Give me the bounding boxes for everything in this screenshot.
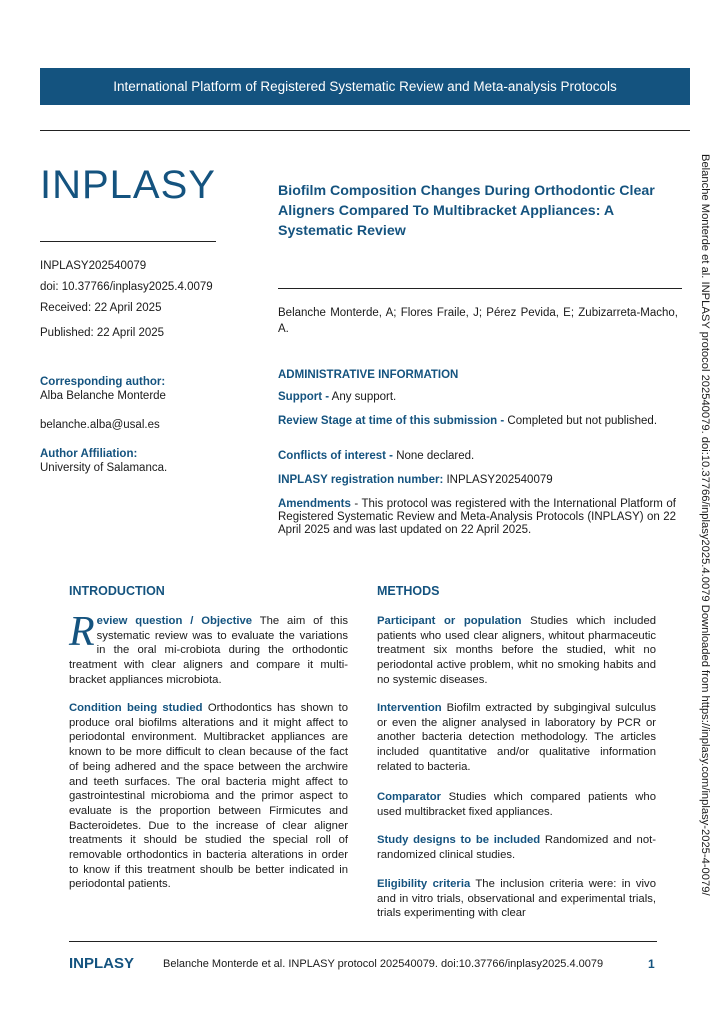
intervention-text: Biofilm extracted by subgingival sulculus or even the aligner analysed in laboratory by PCR or another bacteria detection methodology. The articles included quantitative and/or qualitative information related to bacteria. bbox=[377, 702, 656, 773]
drop-cap: R bbox=[69, 609, 95, 655]
condition-paragraph bbox=[69, 701, 348, 892]
inplasy-logo: INPLASY bbox=[40, 163, 216, 207]
eligibility-label: Eligibility criteria bbox=[377, 878, 471, 890]
study-design-text: Randomized and not-randomized clinical studies. bbox=[377, 834, 657, 861]
intervention-label: Intervention bbox=[377, 702, 442, 714]
comparator-paragraph bbox=[377, 790, 656, 819]
amend-text: - This protocol was registered with the International Platform of Registered Systematic Review and Meta-Analysis Protocols (INPLASY) on 22 April 2025 and was last updated on 22 April 2025. bbox=[278, 498, 676, 536]
stage-text: Completed but not published. bbox=[504, 415, 658, 427]
affiliation: University of Salamanca. bbox=[40, 462, 168, 474]
admin-support bbox=[278, 391, 676, 404]
affiliation-label: Author Affiliation: bbox=[40, 448, 138, 460]
published-date: Published: 22 April 2025 bbox=[40, 327, 165, 339]
condition-text: Orthodontics has shown to produce oral biofilms alterations and it might affect to periodontal environment. Multibracket appliances are known to be more difficult to clean because of the fact of being adhered and the space between the archwire and teeth surfaces. The oral bacteria might affect to gastrointestinal microbioma and the primor aspect to evaluate is the proportion between Firmicutes and Bacteroidetes. Due to the increase of clear aligner treatments it should be studied the special roll of removable orthodontics in bacteria alterations in order to know if this treatment shoulb be better indicated in periodontal patients. bbox=[69, 702, 348, 891]
comparator-text: Studies which compared patients who used multibracket fixed appliances. bbox=[377, 791, 656, 818]
review-question-text: The aim of this systematic review was to evaluate the variations in the oral mi-crobiota during the orthodontic treatment with clear aligners and compare it multi-bracket appliances microbiota. bbox=[69, 615, 348, 686]
review-question-paragraph bbox=[69, 609, 348, 688]
title-rule bbox=[278, 288, 682, 289]
study-design-label: Study designs to be included bbox=[377, 834, 541, 846]
side-download-note: Belanche Monterde et al. INPLASY protocol 202540079. doi:10.37766/inplasy2025.4.0079 Downloaded from https://inplasy.com/inplasy-2025-4-0079/ bbox=[699, 154, 711, 896]
authors: Belanche Monterde, A; Flores Fraile, J; Pérez Pevida, E; Zubizarreta-Macho, A. bbox=[278, 307, 678, 335]
top-rule bbox=[40, 130, 690, 131]
methods-heading: METHODS bbox=[377, 584, 440, 598]
study-design-paragraph bbox=[377, 833, 656, 862]
header-banner bbox=[40, 68, 690, 105]
participant-label: Participant or population bbox=[377, 615, 522, 627]
support-text: Any support. bbox=[329, 391, 397, 403]
amend-label: Amendments bbox=[278, 498, 351, 510]
condition-label: Condition being studied bbox=[69, 702, 203, 714]
footer-rule bbox=[69, 941, 657, 942]
conflicts-label: Conflicts of interest - bbox=[278, 450, 394, 462]
corresponding-label: Corresponding author: bbox=[40, 376, 166, 388]
participant-paragraph bbox=[377, 614, 656, 688]
paper-title: Biofilm Composition Changes During Orthodontic Clear Aligners Compared To Multibracket Appliances: A Systematic Review bbox=[278, 183, 655, 239]
eligibility-text: The inclusion criteria were: in vivo and in vitro trials, observational and experimental trials, trials experimenting with clear bbox=[377, 878, 656, 920]
support-label: Support - bbox=[278, 391, 330, 403]
admin-conflicts bbox=[278, 450, 676, 463]
corresponding-name: Alba Belanche Monterde bbox=[40, 390, 166, 402]
doi: doi: 10.37766/inplasy2025.4.0079 bbox=[40, 281, 213, 293]
conflicts-text: None declared. bbox=[393, 450, 475, 462]
review-question-label: eview question / Objective bbox=[96, 615, 253, 627]
admin-registration bbox=[278, 474, 676, 487]
admin-heading: ADMINISTRATIVE INFORMATION bbox=[278, 369, 459, 381]
banner-text: International Platform of Registered Systematic Review and Meta-analysis Protocols bbox=[113, 79, 617, 94]
received-date: Received: 22 April 2025 bbox=[40, 302, 162, 314]
participant-text: Studies which included patients who used clear aligners, whitout pharmaceutic treatment six months before the studied, whit no periodontal active problem, whit no smoking habits and no systemic diseases. bbox=[377, 615, 657, 686]
email: belanche.alba@usal.es bbox=[40, 419, 160, 431]
logo-rule bbox=[40, 241, 216, 242]
eligibility-paragraph bbox=[377, 877, 656, 921]
footer-logo: INPLASY bbox=[69, 955, 135, 972]
reg-label: INPLASY registration number: bbox=[278, 474, 444, 486]
admin-amendments bbox=[278, 498, 676, 537]
page-number: 1 bbox=[648, 957, 655, 971]
intervention-paragraph bbox=[377, 701, 656, 775]
footer-citation: Belanche Monterde et al. INPLASY protocol 202540079. doi:10.37766/inplasy2025.4.0079 bbox=[163, 958, 604, 970]
stage-label: Review Stage at time of this submission - bbox=[278, 415, 505, 427]
comparator-label: Comparator bbox=[377, 791, 442, 803]
protocol-id: INPLASY202540079 bbox=[40, 260, 147, 272]
reg-text: INPLASY202540079 bbox=[443, 474, 553, 486]
admin-stage bbox=[278, 415, 676, 428]
introduction-heading: INTRODUCTION bbox=[69, 584, 165, 598]
